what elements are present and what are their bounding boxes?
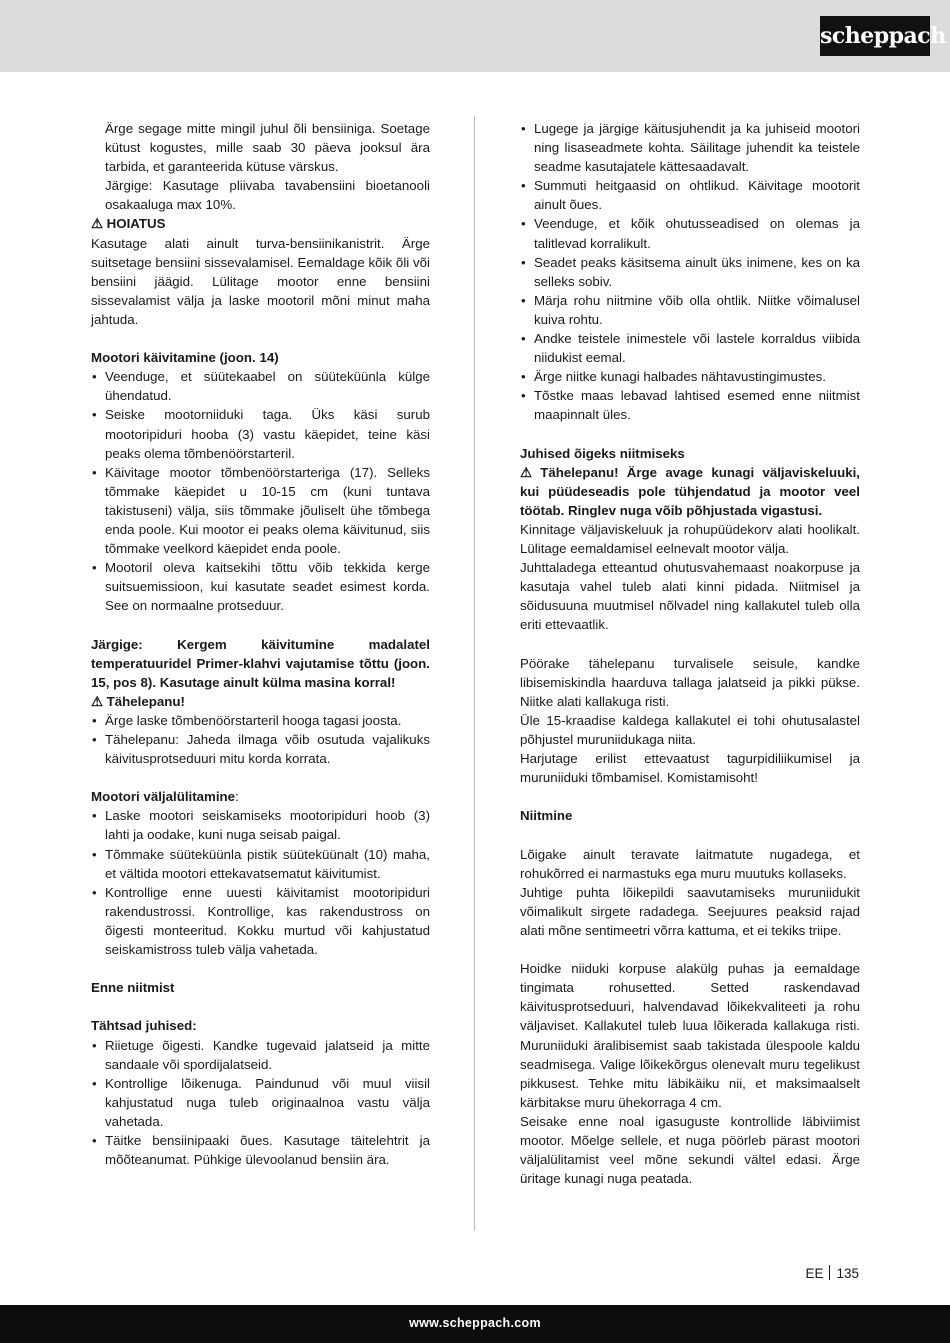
list-item: • Kontrollige enne uuesti käivitamist mootoripiduri rakendustrossi. Kontrollige, kas rakendustross on õigesti monteeritud. Kokku murtud või kahjustatud seiskamistross tuleb välja vahetada. [91, 883, 430, 959]
page-number [805, 1265, 859, 1281]
section-heading-before: Enne niitmist [91, 980, 175, 996]
warning-heading: ⚠ HOIATUS [91, 214, 430, 233]
paragraph: Juhtige puhta lõikepildi saavutamiseks muruniidukit võimalikult sirgete radadega. Seejuures peaksid rajad alati mõne sentimeetri võrra kattuma, et ei tekiks triipe. [520, 884, 860, 938]
list-item: • Ärge niitke kunagi halbades nähtavustingimustes. [520, 367, 860, 386]
paragraph: Pöörake tähelepanu turvalisele seisule, kandke libisemiskindla haarduva tallaga jalatseid ja pikki pükse. Niitke alati kallakuga risti. [520, 655, 860, 709]
paragraph: Lõigake ainult teravate laitmatute nugadega, et rohukõrred ei narmastuks ega muru muutuks kollaseks. [520, 846, 860, 881]
intro-paragraph: Järgige: Kasutage pliivaba tavabensiini bioetanooli osakaaluga max 10%. [105, 178, 430, 213]
list-item: • Seiske mootorniiduki taga. Üks käsi surub mootoripiduri hooba (3) vastu käepidet, teine käsi peaks olema tõmbenöörstarteril. [91, 405, 430, 462]
list-item: • Veenduge, et kõik ohutusseadised on olemas ja talitlevad korralikult. [520, 214, 860, 252]
section-heading-mowing: Juhised õigeks niitmiseks [520, 445, 685, 461]
stop-list [91, 806, 430, 959]
intro-paragraph: Ärge segage mitte mingil juhul õli bensiiniga. Soetage kütust kogustes, mille saab 30 päeva jooksul ära tarbida, et garanteerida kütuse värskus. [105, 121, 430, 175]
mowing-warning: ⚠ Tähelepanu! Ärge avage kunagi väljaviskeluuki, kui püüdeseadis pole tühjendatud ja mootor veel töötab. Ringlev nuga võib põhjustada vigastusi. [520, 464, 861, 518]
list-item: • Laske mootori seiskamiseks mootoripiduri hoob (3) lahti ja oodake, kuni nuga seisab paigal. [91, 806, 430, 844]
list-item: • Tõmmake süüteküünla pistik süüteküünalt (10) maha, et vältida mootori ettekavatsematut käivitumist. [91, 845, 430, 883]
footer-url: www.scheppach.com [409, 1316, 541, 1330]
column-divider [474, 116, 475, 1231]
header-bar [0, 0, 950, 72]
attention-heading: ⚠ Tähelepanu! [91, 692, 430, 711]
section-heading-important: Tähtsad juhised: [91, 1018, 197, 1034]
footer-bar [0, 1305, 950, 1343]
safety-list [520, 119, 860, 425]
warning-text: Kasutage alati ainult turva-bensiinikanistrit. Ärge suitsetage bensiini sissevalamisel. Eemaldage kõik õli või bensiini jäägid. Lülitage mootor enne bensiini sissevalamist välja ja laske mootoril mõni minut maha jahtuda. [91, 235, 430, 327]
warning-triangle-icon: ⚠ [520, 464, 532, 480]
paragraph: Kinnitage väljaviskeluuk ja rohupüüdekorv alati hoolikalt. Lülitage eemaldamisel eelnevalt mootor välja. [520, 521, 860, 557]
paragraph: Harjutage erilist ettevaatust tagurpidiliikumisel ja muruniiduki tõmbamisel. Komistamisoht! [520, 751, 860, 786]
section-heading-niitmine: Niitmine [520, 808, 573, 824]
list-item: • Kontrollige lõikenuga. Paindunud või muul viisil kahjustatud nuga tuleb originaalnoa vastu välja vahetada. [91, 1074, 430, 1131]
list-item: • Summuti heitgaasid on ohtlikud. Käivitage mootorit ainult õues. [520, 176, 860, 214]
list-item: • Ärge laske tõmbenöörstarteril hooga tagasi joosta. [91, 711, 430, 730]
list-item: • Lugege ja järgige käitusjuhendit ja ka juhiseid mootori ning lisaseadmete kohta. Säilitage juhendit ka teistele seadme kasutajatele kättesaadavalt. [520, 119, 860, 176]
left-column [91, 119, 430, 1169]
section-heading-stop: Mootori väljalülitamine: [91, 789, 239, 805]
list-item: • Täitke bensiinipaaki õues. Kasutage täitelehtrit ja mõõteanumat. Pühkige ülevoolanud bensiin ära. [91, 1131, 430, 1169]
list-item: • Riietuge õigesti. Kandke tugevaid jalatseid ja mitte sandaale või spordijalatseid. [91, 1036, 430, 1074]
page-number-separator [829, 1265, 830, 1280]
page-number-value: 135 [836, 1266, 859, 1281]
list-item: • Tõstke maas lebavad lahtised esemed enne niitmist maapinnalt üles. [520, 386, 860, 424]
warning-triangle-icon: ⚠ [91, 693, 103, 709]
list-item: • Veenduge, et süütekaabel on süüteküünla külge ühendatud. [91, 367, 430, 405]
right-column [520, 119, 860, 1188]
attention-list [91, 711, 430, 768]
paragraph: Juhttaladega etteantud ohutusvahemaast noakorpuse ja kasutaja vahel tuleb alati kinni pidada. Niitmisel ja sõidusuuna muutmisel nõlvadel ning kallakutel tuleb olla eriti ettevaatlik. [520, 560, 860, 633]
primer-note: Järgige: Kergem käivitumine madalatel temperatuuridel Primer-klahvi vajutamise tõttu (joon. 15, pos 8). Kasutage ainult külma masina korral! [91, 636, 430, 690]
list-item: • Märja rohu niitmine võib olla ohtlik. Niitke võimalusel kuiva rohtu. [520, 291, 860, 329]
paragraph: Hoidke niiduki korpuse alakülg puhas ja eemaldage tingimata rohusetted. Setted raskendavad käivitusprotseduuri, halvendavad lõikekvaliteeti ja rohu väljaviset. Kallakutel tuleb luua lõikerada kallakuga risti. Muruniiduki äralibisemist saab takistada ülespoole kaldu seadmisega. Valige lõikekõrgus olenevalt muru tegelikust pikkusest. Tehke mitu läbikäiku nii, et maksimaalselt kärbitakse muru ühekorraga 4 cm. [520, 961, 860, 1110]
list-item: • Andke teistele inimestele või lastele korraldus viibida niidukist eemal. [520, 329, 860, 367]
list-item: • Seadet peaks käsitsema ainult üks inimene, kes on ka selleks sobiv. [520, 253, 860, 291]
list-item: • Käivitage mootor tõmbenöörstarteriga (17). Selleks tõmmake käepidet u 10-15 cm (kuni tuntava takistuseni) välja, siis tõmmake jõuliselt ühe tõmbega enda poole. Kui mootor ei peaks olema käivitunud, siis tõmmake veelkord käepidet enda poole. [91, 463, 430, 558]
list-item: • Tähelepanu: Jaheda ilmaga võib osutuda vajalikuks käivitusprotseduuri mitu korda korrata. [91, 730, 430, 768]
section-heading-start: Mootori käivitamine (joon. 14) [91, 350, 279, 366]
start-list [91, 367, 430, 615]
warning-triangle-icon: ⚠ [91, 216, 103, 232]
scheppach-logo: scheppach [820, 16, 930, 56]
paragraph: Seisake enne noal igasuguste kontrollide läbiviimist mootor. Mõelge sellele, et nuga pöörleb pärast mootori väljalülitamist veel mõne sekundi vältel edasi. Ärge üritage kunagi nuga peatada. [520, 1113, 860, 1187]
paragraph: Üle 15-kraadise kaldega kallakutel ei tohi ohutusalastel põhjustel muruniidukaga niita. [520, 712, 860, 747]
important-list [91, 1036, 430, 1170]
list-item: • Mootoril oleva kaitsekihi tõttu võib tekkida kerge suitsuemissioon, kui kasutate seadet esimest korda. See on normaalne protseduur. [91, 558, 430, 615]
language-code: EE [805, 1266, 824, 1281]
